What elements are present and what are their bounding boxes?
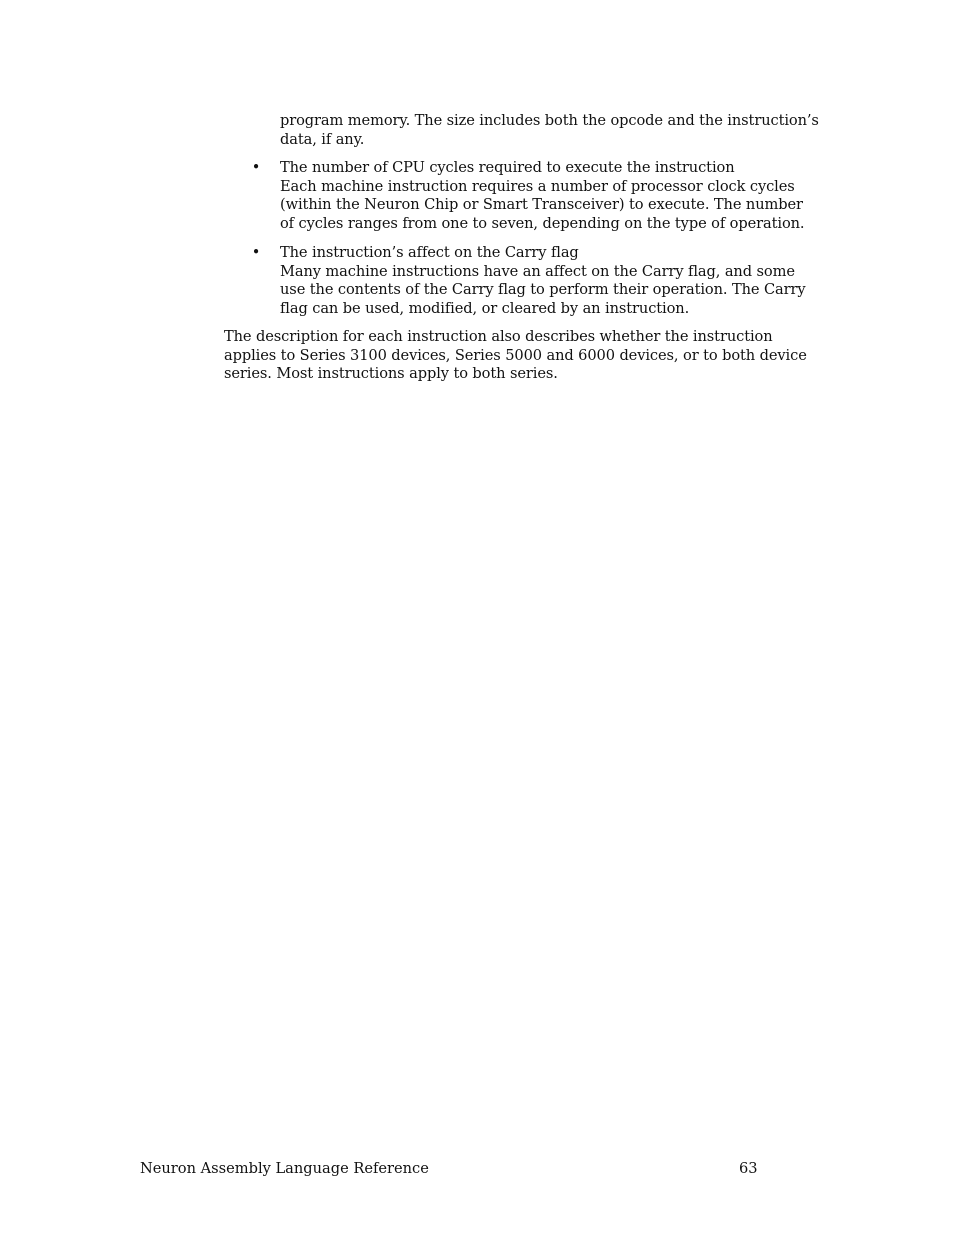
text-line: applies to Series 3100 devices, Series 5000 and 6000 devices, or to both device bbox=[224, 346, 807, 364]
text-line: program memory. The size includes both the opcode and the instruction’s bbox=[280, 112, 819, 129]
bullet-marker: • bbox=[251, 159, 261, 176]
bullet-item-carry-flag bbox=[251, 244, 820, 319]
page-number: 63 bbox=[739, 1160, 758, 1177]
bullet-item-cpu-cycles bbox=[251, 159, 820, 234]
text-line: (within the Neuron Chip or Smart Transceiver) to execute. The number bbox=[280, 196, 803, 214]
continuation-text bbox=[280, 112, 825, 149]
text-line: use the contents of the Carry flag to perform their operation. The Carry bbox=[280, 281, 806, 299]
text-line: Each machine instruction requires a number of processor clock cycles bbox=[280, 177, 795, 195]
body-paragraph bbox=[224, 328, 824, 384]
footer-title: Neuron Assembly Language Reference bbox=[140, 1160, 429, 1177]
text-line: data, if any. bbox=[280, 130, 365, 148]
text-line: series. Most instructions apply to both series. bbox=[224, 365, 558, 383]
bullet-heading: The instruction’s affect on the Carry flag bbox=[280, 244, 579, 261]
bullet-heading: The number of CPU cycles required to execute the instruction bbox=[280, 159, 735, 176]
text-line: Many machine instructions have an affect on the Carry flag, and some bbox=[280, 262, 795, 280]
text-line: of cycles ranges from one to seven, depending on the type of operation. bbox=[280, 215, 805, 233]
text-line: The description for each instruction also describes whether the instruction bbox=[224, 328, 773, 345]
bullet-marker: • bbox=[251, 244, 261, 261]
text-line: flag can be used, modified, or cleared by an instruction. bbox=[280, 300, 690, 318]
